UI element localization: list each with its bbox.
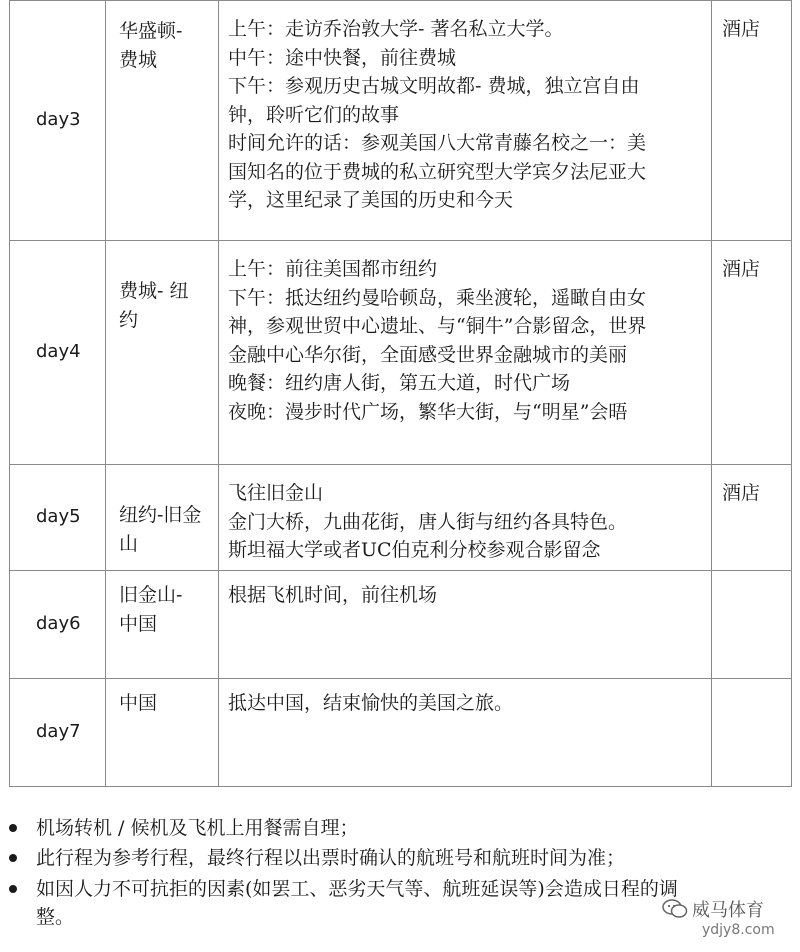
route-line: 华盛顿- [119, 20, 183, 42]
route-cell [106, 465, 219, 571]
route-line: 约 [119, 308, 139, 331]
route-line: 纽约-旧金 [119, 504, 202, 526]
lodging-cell: 酒店 [712, 1, 792, 241]
watermark-url: ydjy8.com [702, 922, 775, 938]
day-cell: day4 [10, 241, 106, 465]
lodging-cell: 酒店 [712, 241, 792, 465]
day-cell: day5 [10, 465, 106, 571]
activity-line: 下午：参观历史古城文明故都- 费城，独立宫自由 [228, 75, 640, 97]
activity-line: 晚餐：纽约唐人街，第五大道，时代广场 [228, 372, 571, 394]
activity-line: 下午：抵达纽约曼哈顿岛，乘坐渡轮，遥瞰自由女 [228, 286, 647, 309]
route-line: 中国 [119, 692, 158, 714]
day-cell: day3 [10, 1, 106, 241]
activity-line: 中午：途中快餐，前往费城 [228, 46, 457, 69]
activity-line: 学，这里纪录了美国的历史和今天 [228, 189, 514, 211]
activity-cell [219, 571, 712, 679]
activity-cell [219, 679, 712, 787]
table-row [10, 465, 792, 571]
note-text: 此行程为参考行程，最终行程以出票时确认的航班号和航班时间为准； [36, 847, 626, 869]
activity-line: 根据飞机时间，前往机场 [228, 584, 438, 606]
activity-line: 金门大桥，九曲花街，唐人街与纽约各具特色。 [228, 510, 628, 533]
route-line: 旧金山- [119, 584, 183, 606]
route-cell [106, 241, 219, 465]
route-line: 中国 [119, 612, 158, 635]
activity-line: 金融中心华尔街，全面感受世界金融城市的美丽 [228, 343, 628, 366]
itinerary-table [9, 0, 792, 787]
day-cell: day6 [10, 571, 106, 679]
route-line: 费城 [119, 48, 158, 71]
activity-line: 飞往旧金山 [228, 482, 324, 504]
route-cell [106, 1, 219, 241]
lodging-cell [712, 679, 792, 787]
note-text: 整。 [36, 906, 75, 928]
route-cell [106, 571, 219, 679]
note-text: 如因人力不可抗拒的因素(如罢工、恶劣天气等、航班延误等)会造成日程的调 [36, 878, 678, 900]
lodging-cell: 酒店 [712, 465, 792, 571]
table-row [10, 679, 792, 787]
activity-line: 神，参观世贸中心遗址、与“铜牛”合影留念，世界 [228, 315, 647, 337]
day-cell: day7 [10, 679, 106, 787]
watermark [662, 896, 782, 944]
activity-line: 时间允许的话：参观美国八大常青藤名校之一：美 [228, 132, 647, 154]
table-row [10, 1, 792, 241]
activity-line: 钟，聆听它们的故事 [228, 103, 400, 126]
note-text: 机场转机 / 候机及飞机上用餐需自理； [36, 817, 359, 839]
activity-line: 上午：前往美国都市纽约 [228, 258, 438, 280]
lodging-cell [712, 571, 792, 679]
route-line: 山 [119, 532, 139, 555]
table-row [10, 241, 792, 465]
bullet-icon [9, 885, 17, 893]
activity-line: 斯坦福大学或者UC伯克利分校参观合影留念 [228, 539, 601, 561]
bullet-icon [9, 854, 17, 862]
activity-line: 夜晚：漫步时代广场，繁华大街，与“明星”会晤 [228, 400, 628, 423]
activity-cell [219, 1, 712, 241]
activity-line: 上午：走访乔治敦大学- 著名私立大学。 [228, 18, 564, 40]
route-line: 费城- 纽 [119, 280, 189, 302]
activity-line: 抵达中国，结束愉快的美国之旅。 [228, 692, 514, 714]
wechat-bubble-icon [662, 899, 688, 919]
activity-cell [219, 241, 712, 465]
activity-line: 国知名的位于费城的私立研究型大学宾夕法尼亚大 [228, 160, 647, 183]
table-row [10, 571, 792, 679]
activity-cell [219, 465, 712, 571]
watermark-name: 威马体育 [692, 896, 764, 922]
route-cell [106, 679, 219, 787]
bullet-icon [9, 824, 17, 832]
